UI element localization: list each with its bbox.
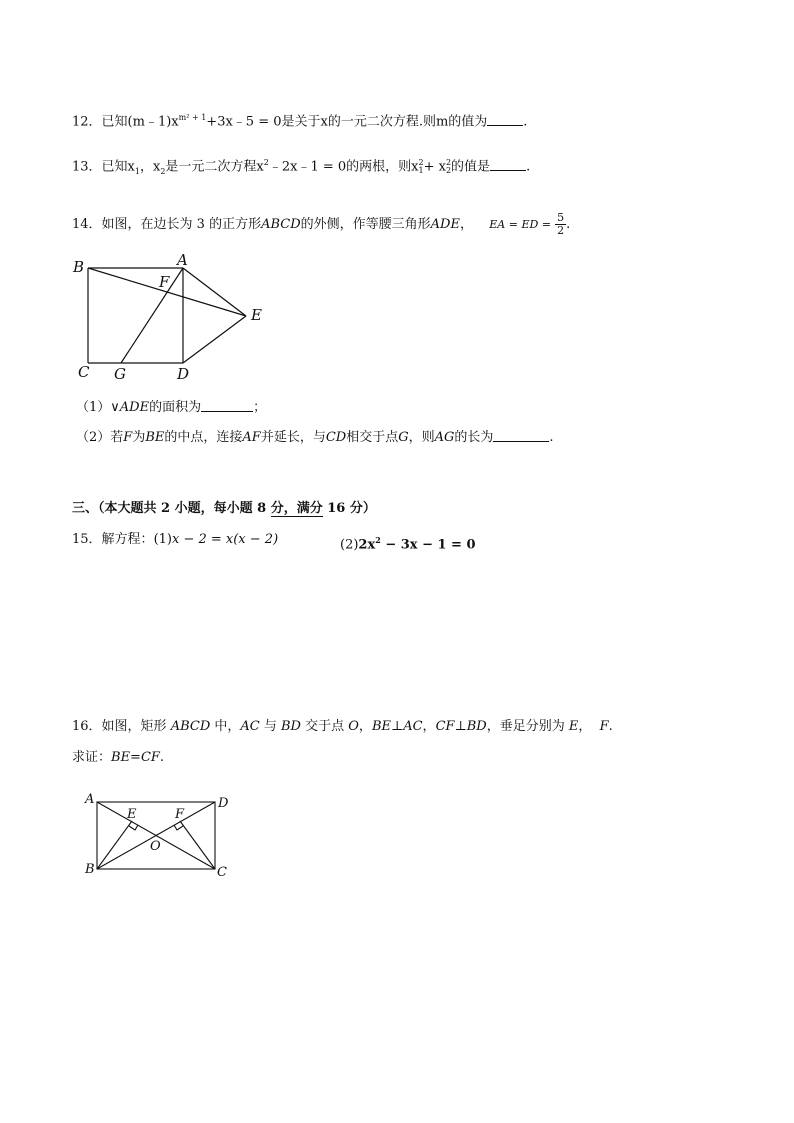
triangle-ade: ∨ADE xyxy=(110,400,150,415)
rectangle-name: ABCD xyxy=(170,719,211,734)
label-c: C xyxy=(217,865,227,880)
figure-rectangle xyxy=(80,790,240,885)
perpendicular-be-ac: BE⊥AC xyxy=(371,719,423,734)
square-name: ABCD xyxy=(261,217,301,232)
question-14-part-1 xyxy=(76,399,266,416)
subscript: 2 xyxy=(160,166,166,176)
label-b: B xyxy=(73,258,85,276)
point-f: F xyxy=(599,719,609,734)
label-d: D xyxy=(177,365,190,383)
section-3-text-a: 三、（本大题共 2 小题，每小题 8 xyxy=(72,501,271,516)
equation-2-b: − 3x − 1 = 0 xyxy=(380,537,476,553)
subscript: 1 xyxy=(134,166,140,176)
point-e: E xyxy=(568,719,579,734)
question-13 xyxy=(72,155,530,180)
right-angle-mark-e xyxy=(129,825,138,830)
question-13-text-b: ，x xyxy=(139,159,161,175)
perpendicular-cf-bd: CF⊥BD xyxy=(435,719,487,734)
question-16-text: ，垂足分别为 xyxy=(486,719,569,734)
proof-statement: BE=CF xyxy=(111,750,160,765)
part-2-text: ，则 xyxy=(408,430,435,445)
superscript: 2 xyxy=(418,157,424,167)
question-12-exponent: m² + 1 xyxy=(178,113,207,122)
label-a: A xyxy=(85,792,95,807)
edge-de xyxy=(183,316,246,363)
question-14-part-2 xyxy=(76,429,554,446)
label-g: G xyxy=(114,365,126,383)
question-14-text-2: 的外侧，作等腰三角形 xyxy=(300,217,431,232)
question-12 xyxy=(72,110,527,130)
question-16-end: . xyxy=(608,719,613,734)
superscript: 2 xyxy=(263,158,269,167)
question-14-text: 如图，在边长为 3 的正方形 xyxy=(101,217,262,232)
segment-cd-name: CD xyxy=(325,430,347,445)
question-14-end: . xyxy=(566,217,571,232)
proof-label: 求证： xyxy=(72,750,112,765)
question-16-text: 中， xyxy=(210,719,241,734)
segment-bd-name: BD xyxy=(281,719,301,734)
question-13-text-f: 的值是 xyxy=(451,159,491,175)
section-3-text-b: 分，满分 xyxy=(270,501,323,516)
answer-blank xyxy=(201,399,253,412)
subscript: 2 xyxy=(445,165,452,175)
part-1-label: (1) xyxy=(153,532,172,547)
question-13-end: . xyxy=(526,159,531,175)
subscript: 1 xyxy=(418,165,424,175)
label-d: D xyxy=(218,796,229,811)
figure-square-triangle xyxy=(70,252,270,382)
question-16-number: 16． xyxy=(72,719,102,734)
part-2-text: 并延长，与 xyxy=(260,430,326,445)
label-e: E xyxy=(127,807,137,822)
equation-2-a: 2x xyxy=(358,537,376,553)
question-16-text: 与 xyxy=(259,719,281,734)
question-16-text: ， xyxy=(422,719,436,734)
question-12-end: . xyxy=(523,114,528,130)
question-16-text: ， xyxy=(358,719,372,734)
label-c: C xyxy=(78,363,90,381)
question-15-part-2 xyxy=(340,532,476,553)
question-14 xyxy=(72,210,570,240)
part-1-label: （1） xyxy=(76,400,111,415)
proof-end: . xyxy=(159,750,165,765)
part-2-text: 相交于点 xyxy=(346,430,399,445)
question-12-number: 12． xyxy=(72,114,102,130)
question-14-number: 14． xyxy=(72,217,102,232)
right-angle-mark-f xyxy=(174,825,183,830)
question-12-text-b: +3x﹣5 = 0是关于x的一元二次方程.则m的值为 xyxy=(206,114,488,130)
question-13-text-d: ﹣2x﹣1 = 0的两根，则x xyxy=(268,159,419,175)
part-2-text: 的中点，连接 xyxy=(164,430,243,445)
question-13-text-c: 是一元二次方程x xyxy=(165,159,264,175)
section-3-header xyxy=(72,501,376,517)
answer-blank xyxy=(490,158,526,171)
question-16-text: 交于点 xyxy=(300,719,349,734)
point-g: G xyxy=(398,430,409,445)
part-2-label: (2) xyxy=(340,537,359,553)
segment-be-name: BE xyxy=(145,430,165,445)
equation-ea-ed: EA = ED = xyxy=(489,218,552,231)
question-16-proof xyxy=(72,750,164,766)
question-14-comma: ， xyxy=(459,217,473,232)
part-1-end: ； xyxy=(253,400,267,415)
part-2-text: 的长为 xyxy=(454,430,494,445)
label-b: B xyxy=(85,862,95,877)
label-o: O xyxy=(150,839,161,854)
segment-ag xyxy=(121,268,183,363)
section-3-text-c: 16 分） xyxy=(322,501,376,516)
segment-af-name: AF xyxy=(242,430,261,445)
part-1-text: 的面积为 xyxy=(149,400,202,415)
point-o: O xyxy=(348,719,359,734)
triangle-name: ADE xyxy=(430,217,460,232)
question-15-text: 解方程： xyxy=(101,532,154,547)
question-13-text-e: + x xyxy=(423,159,446,175)
question-13-number: 13． xyxy=(72,159,102,175)
edge-ae xyxy=(183,268,246,316)
equation-1: x − 2 = x(x − 2) xyxy=(171,532,279,547)
question-16-text: 如图，矩形 xyxy=(101,719,171,734)
perpendicular-be xyxy=(97,821,132,869)
part-2-end: . xyxy=(549,430,554,445)
label-f: F xyxy=(159,273,170,291)
superscript: 2 xyxy=(375,535,381,545)
segment-ac-name: AC xyxy=(240,719,260,734)
part-2-label: （2）若 xyxy=(76,430,124,445)
perpendicular-cf xyxy=(180,821,215,869)
answer-blank xyxy=(493,429,549,442)
part-2-text: 为 xyxy=(132,430,146,445)
question-16-text: ， xyxy=(578,719,600,734)
superscript: 2 xyxy=(445,157,452,167)
question-13-text-a: 已知x xyxy=(101,159,135,175)
fraction-denominator: 2 xyxy=(557,224,565,237)
label-a: A xyxy=(177,251,188,269)
question-16 xyxy=(72,719,613,735)
segment-ag-name: AG xyxy=(434,430,455,445)
label-e: E xyxy=(251,306,262,324)
question-12-text-a: 已知(m﹣1)x xyxy=(101,114,179,130)
fraction-five-halves xyxy=(555,212,566,237)
label-f: F xyxy=(175,807,185,822)
question-15-number: 15． xyxy=(72,532,102,547)
fraction-numerator: 5 xyxy=(557,211,565,224)
answer-blank xyxy=(487,113,523,126)
question-15 xyxy=(72,532,278,548)
point-f: F xyxy=(123,430,133,445)
